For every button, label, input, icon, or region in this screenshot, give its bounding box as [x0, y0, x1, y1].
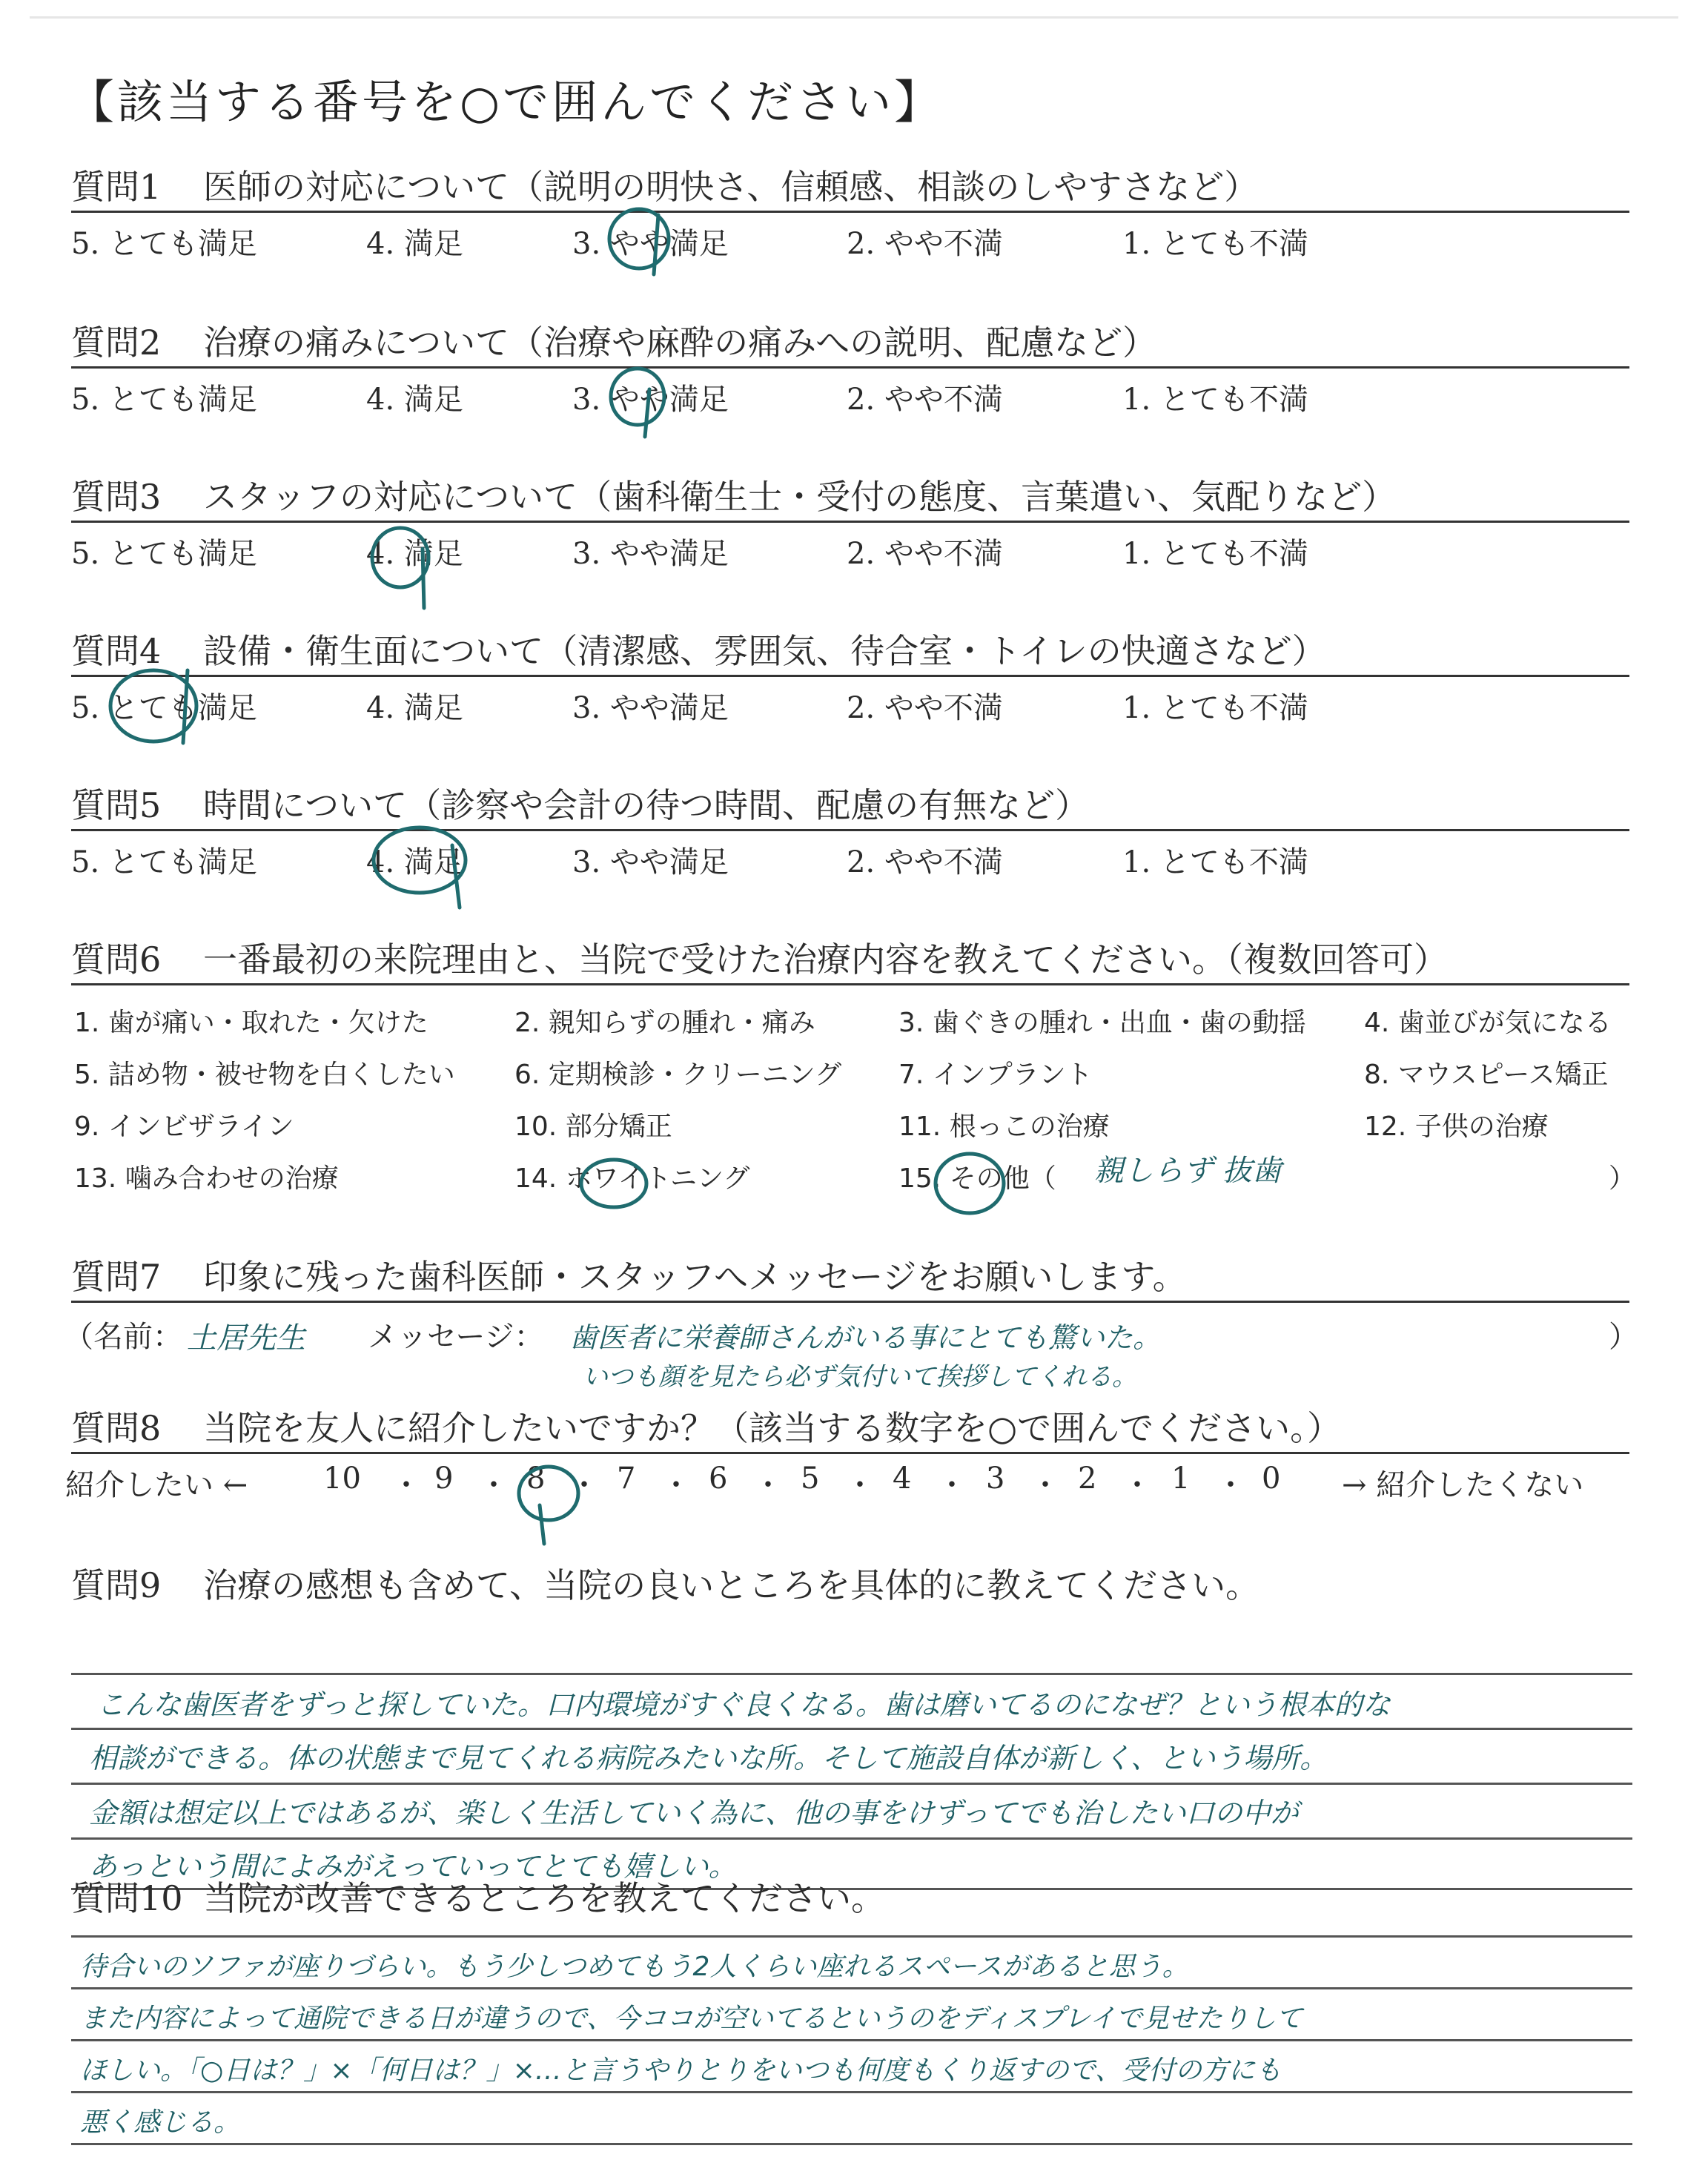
- question-text: 治療の感想も含めて、当院の良いところを具体的に教えてください。: [203, 1565, 1260, 1605]
- choice-3[interactable]: 3. やや満足: [572, 383, 729, 417]
- choice-2[interactable]: 2. やや不満: [847, 845, 1003, 879]
- scale-left-label: 紹介したい ←: [65, 1468, 248, 1502]
- question-number: 質問3: [71, 477, 162, 517]
- question-8: [65, 1406, 1629, 1513]
- choice-1[interactable]: 1. とても不満: [1122, 383, 1308, 417]
- option-12[interactable]: 12. 子供の治療: [1364, 1112, 1549, 1142]
- question-text: 医師の対応について（説明の明快さ、信頼感、相談のしやすさなど）: [203, 167, 1259, 207]
- scale-4[interactable]: 4: [893, 1462, 912, 1496]
- page-title: 【該当する番号を○で囲んでください】: [68, 75, 944, 129]
- question-text: 時間について（診察や会計の待つ時間、配慮の有無など）: [203, 785, 1090, 825]
- question-text: 印象に残った歯科医師・スタッフへメッセージをお願いします。: [203, 1257, 1187, 1297]
- question-text: 当院が改善できるところを教えてください。: [203, 1878, 885, 1918]
- question-10: [71, 1876, 1629, 2158]
- option-15[interactable]: 15. その他（: [898, 1163, 1056, 1194]
- option-3[interactable]: 3. 歯ぐきの腫れ・出血・歯の動揺: [898, 1008, 1306, 1038]
- option-14[interactable]: 14. ホワイトニング: [514, 1163, 750, 1194]
- choice-1[interactable]: 1. とても不満: [1122, 227, 1308, 261]
- choice-3[interactable]: 3. やや満足: [572, 227, 729, 261]
- answer-line-4[interactable]: 悪く感じる。: [80, 2107, 241, 2138]
- choice-4[interactable]: 4. 満足: [366, 383, 463, 417]
- option-9[interactable]: 9. インビザライン: [74, 1112, 294, 1142]
- choice-4[interactable]: 4. 満足: [366, 227, 463, 261]
- option-7[interactable]: 7. インプラント: [898, 1060, 1093, 1090]
- answer-line-1[interactable]: 待合いのソファが座りづらい。もう少しつめてもう2人くらい座れるスペースがあると思う。: [80, 1952, 1189, 1982]
- option-8[interactable]: 8. マウスピース矯正: [1364, 1060, 1609, 1090]
- satisfaction-choices: [71, 677, 1629, 729]
- scale-7[interactable]: 7: [617, 1462, 636, 1496]
- question-number: 質問8: [71, 1408, 162, 1448]
- option-10[interactable]: 10. 部分矯正: [514, 1112, 672, 1142]
- message-line-1[interactable]: 歯医者に栄養師さんがいる事にとても驚いた。: [569, 1321, 1162, 1354]
- scale-8[interactable]: 8: [526, 1462, 546, 1496]
- satisfaction-choices: [71, 213, 1629, 265]
- name-label: （名前：: [64, 1320, 182, 1354]
- question-4: [71, 629, 1629, 729]
- question-text: 当院を友人に紹介したいですか？（該当する数字を○で囲んでください。）: [203, 1408, 1342, 1448]
- scale-2[interactable]: 2: [1078, 1462, 1097, 1496]
- question-number: 質問9: [71, 1565, 162, 1605]
- choice-2[interactable]: 2. やや不満: [847, 227, 1003, 261]
- choice-3[interactable]: 3. やや満足: [572, 845, 729, 879]
- question-7: [64, 1255, 1638, 1392]
- choice-1[interactable]: 1. とても不満: [1122, 845, 1308, 879]
- scale-0[interactable]: 0: [1262, 1462, 1281, 1496]
- question-1: [71, 165, 1629, 265]
- question-2: [71, 320, 1629, 420]
- option-4[interactable]: 4. 歯並びが気になる: [1364, 1008, 1612, 1038]
- choice-1[interactable]: 1. とても不満: [1122, 691, 1308, 725]
- option-15-close: ）: [1609, 1163, 1636, 1194]
- question-number: 質問10: [71, 1878, 183, 1918]
- option-2[interactable]: 2. 親知らずの腫れ・痛み: [514, 1008, 815, 1038]
- option-5[interactable]: 5. 詰め物・被せ物を白くしたい: [74, 1060, 455, 1090]
- satisfaction-choices: [71, 831, 1629, 883]
- answer-line-3[interactable]: ほしい。「○日は？」×「何日は？」×…と言うやりとりをいつも何度もくり返すので、受付の方にも: [80, 2055, 1282, 2086]
- answer-line-3[interactable]: 金額は想定以上ではあるが、楽しく生活していく為に、他の事をけずってでも治したい口の中が: [89, 1797, 1299, 1829]
- question-number: 質問7: [71, 1257, 162, 1297]
- message-line-2[interactable]: いつも顔を見たら必ず気付いて挨拶してくれる。: [583, 1362, 1137, 1392]
- message-label: メッセージ：: [368, 1320, 544, 1354]
- satisfaction-choices: [71, 369, 1629, 420]
- message-area: [64, 1303, 1638, 1392]
- choice-4[interactable]: 4. 満足: [366, 537, 463, 571]
- option-11[interactable]: 11. 根っこの治療: [898, 1112, 1110, 1142]
- treatment-options: [71, 985, 1636, 1208]
- close-paren: ）: [1609, 1320, 1638, 1354]
- question-6: [71, 937, 1636, 1208]
- question-number: 質問5: [71, 785, 162, 825]
- choice-3[interactable]: 3. やや満足: [572, 537, 729, 571]
- question-5: [71, 783, 1629, 883]
- scale-right-label: → 紹介したくない: [1342, 1468, 1584, 1502]
- answer-line-4[interactable]: あっという間によみがえっていってとても嬉しい。: [89, 1850, 737, 1883]
- answer-line-2[interactable]: また内容によって通院できる日が違うので、今ココが空いてるというのをディスプレイで見せたりして: [80, 2004, 1303, 2034]
- choice-5[interactable]: 5. とても満足: [71, 383, 257, 417]
- option-13[interactable]: 13. 噛み合わせの治療: [74, 1163, 339, 1194]
- choice-5[interactable]: 5. とても満足: [71, 537, 257, 571]
- answer-area: [71, 1608, 1629, 1889]
- scale-9[interactable]: 9: [434, 1462, 454, 1496]
- choice-5[interactable]: 5. とても満足: [71, 691, 257, 725]
- choice-1[interactable]: 1. とても不満: [1122, 537, 1308, 571]
- recommend-scale: 紹介したい ← 10 ・ 9 ・ 8 ・ 7 ・ 6 ・ 5 ・ 4 ・ 3 ・ 2 ・ 1 ・ 0 → 紹介したくない: [65, 1462, 1584, 1502]
- scale-5[interactable]: 5: [801, 1462, 820, 1496]
- choice-4[interactable]: 4. 満足: [366, 845, 463, 879]
- choice-5[interactable]: 5. とても満足: [71, 845, 257, 879]
- scale-3[interactable]: 3: [986, 1462, 1005, 1496]
- question-text: 一番最初の来院理由と、当院で受けた治療内容を教えてください。（複数回答可）: [203, 939, 1448, 980]
- question-text: 治療の痛みについて（治療や麻酔の痛みへの説明、配慮など）: [203, 323, 1157, 363]
- question-number: 質問6: [71, 939, 162, 980]
- choice-3[interactable]: 3. やや満足: [572, 691, 729, 725]
- choice-2[interactable]: 2. やや不満: [847, 691, 1003, 725]
- choice-2[interactable]: 2. やや不満: [847, 537, 1003, 571]
- other-answer[interactable]: 親しらず 抜歯: [1094, 1154, 1282, 1188]
- answer-line-2[interactable]: 相談ができる。体の状態まで見てくれる病院みたいな所。そして施設自体が新しく、という場所。: [89, 1742, 1328, 1774]
- question-text: スタッフの対応について（歯科衛生士・受付の態度、言葉遣い、気配りなど）: [203, 477, 1397, 517]
- scale-6[interactable]: 6: [709, 1462, 728, 1496]
- option-1[interactable]: 1. 歯が痛い・取れた・欠けた: [74, 1008, 428, 1038]
- choice-2[interactable]: 2. やや不満: [847, 383, 1003, 417]
- answer-area: [71, 1920, 1629, 2158]
- question-number: 質問4: [71, 631, 162, 671]
- page-top-edge: [30, 16, 1678, 19]
- choice-5[interactable]: 5. とても満足: [71, 227, 257, 261]
- satisfaction-choices: [71, 523, 1629, 575]
- option-6[interactable]: 6. 定期検診・クリーニング: [514, 1060, 842, 1090]
- answer-line-1[interactable]: こんな歯医者をずっと探していた。口内環境がすぐ良くなる。歯は磨いてるのになぜ？という根本的な: [96, 1688, 1391, 1721]
- scale-10[interactable]: 10: [323, 1462, 361, 1496]
- question-number: 質問2: [71, 323, 162, 363]
- question-3: [71, 475, 1629, 575]
- name-value[interactable]: 土居先生: [187, 1321, 305, 1355]
- question-text: 設備・衛生面について（清潔感、雰囲気、待合室・トイレの快適さなど）: [203, 631, 1326, 671]
- choice-4[interactable]: 4. 満足: [366, 691, 463, 725]
- question-9: [71, 1563, 1629, 1889]
- question-number: 質問1: [71, 167, 162, 207]
- scale-1[interactable]: 1: [1171, 1462, 1191, 1496]
